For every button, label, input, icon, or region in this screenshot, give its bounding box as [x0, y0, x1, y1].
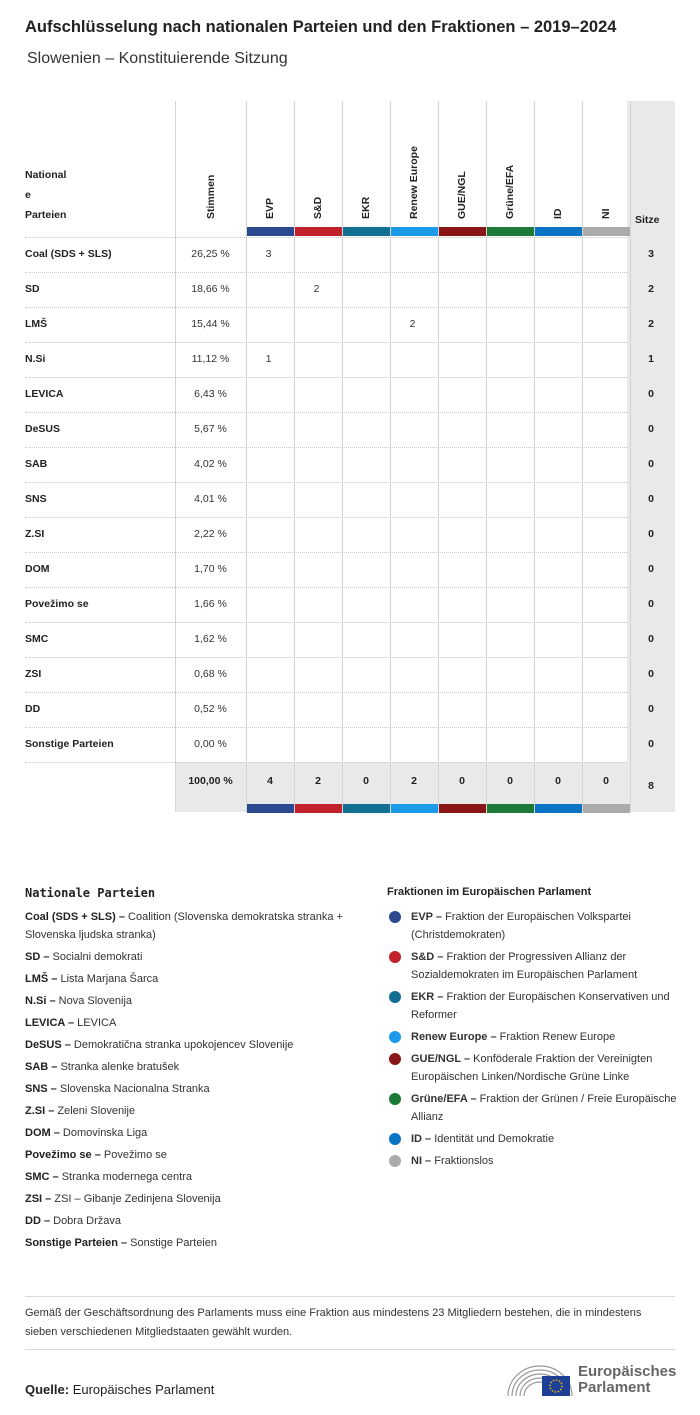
legend-name: Fraktion der Grünen / Freie Europäische Allianz	[411, 1093, 677, 1123]
group-color-dot	[389, 1053, 401, 1065]
party-header-line: e	[25, 189, 31, 201]
party-name: Z.SI	[25, 528, 45, 540]
party-name: Povežimo se	[25, 598, 89, 610]
legend-abbr: EVP –	[411, 911, 442, 923]
legend-name: Fraktion der Progressiven Allianz der Sozialdemokraten im Europäischen Parlament	[411, 951, 638, 981]
legend-abbr: Z.SI –	[25, 1105, 55, 1117]
row-divider	[25, 762, 627, 763]
total-seats: 8	[648, 780, 654, 792]
group-header-guengl: GUE/NGL	[456, 171, 468, 219]
party-name: Sonstige Parteien	[25, 738, 114, 750]
vote-share: 4,02 %	[194, 458, 227, 470]
vote-share: 15,44 %	[191, 318, 230, 330]
page-title: Aufschlüsselung nach nationalen Parteien und den Fraktionen – 2019–2024	[25, 18, 617, 36]
party-header-line: Parteien	[25, 209, 67, 221]
group-color-dot	[389, 1133, 401, 1145]
legend-abbr: NI –	[411, 1155, 432, 1167]
column-divider	[534, 101, 535, 812]
column-divider	[390, 101, 391, 812]
legend-abbr: SNS –	[25, 1083, 57, 1095]
column-divider	[342, 101, 343, 812]
legend-national-item	[25, 1102, 365, 1120]
legend-name: Zeleni Slovenije	[57, 1105, 136, 1117]
group-seat-count: 2	[313, 283, 320, 295]
group-total: 0	[507, 775, 513, 787]
group-total: 0	[363, 775, 369, 787]
group-color-bar	[343, 227, 390, 236]
legend-name: Domovinska Liga	[62, 1127, 148, 1139]
party-name: DD	[25, 703, 41, 715]
legend-abbr: ID –	[411, 1133, 432, 1145]
legend-name: Nova Slovenija	[58, 995, 133, 1007]
row-divider	[25, 342, 627, 343]
vote-share: 1,62 %	[194, 633, 227, 645]
column-divider	[582, 101, 583, 812]
legend-national-item	[25, 908, 365, 944]
group-color-bar-bottom	[391, 804, 438, 813]
group-color-bar-bottom	[535, 804, 582, 813]
header-divider	[25, 237, 627, 238]
group-total: 0	[459, 775, 465, 787]
logo-line1: Europäisches	[578, 1363, 677, 1380]
seat-total: 3	[648, 248, 654, 260]
vote-share: 0,68 %	[194, 668, 227, 680]
seat-total: 0	[648, 458, 654, 470]
legend-name: Socialni demokrati	[52, 951, 143, 963]
legend-political-groups	[387, 886, 677, 1174]
legend-national-item	[25, 1168, 365, 1186]
legend-national-item	[25, 1036, 365, 1054]
seat-total: 0	[648, 703, 654, 715]
group-color-dot	[389, 1031, 401, 1043]
legend-abbr: LMŠ –	[25, 973, 58, 985]
row-divider	[25, 552, 627, 553]
source-value: Europäisches Parlament	[72, 1382, 215, 1397]
legend-name: Fraktion Renew Europe	[499, 1031, 616, 1043]
legend-abbr: DOM –	[25, 1127, 60, 1139]
group-color-dot	[389, 1155, 401, 1167]
group-color-bar-bottom	[487, 804, 534, 813]
legend-national-item	[25, 992, 365, 1010]
column-divider	[438, 101, 439, 812]
group-color-bar	[247, 227, 294, 236]
legend-name: Identität und Demokratie	[434, 1133, 555, 1145]
legend-name: Konföderale Fraktion der Vereinigten Europäischen Linken/Nordische Grüne Linke	[411, 1053, 653, 1083]
legend-national-item	[25, 1014, 365, 1032]
legend-abbr: S&D –	[411, 951, 444, 963]
party-name: SMC	[25, 633, 49, 645]
legend-abbr: Povežimo se –	[25, 1149, 101, 1161]
legend-abbr: GUE/NGL –	[411, 1053, 471, 1065]
group-color-bar-bottom	[247, 804, 294, 813]
legend-abbr: LEVICA –	[25, 1017, 75, 1029]
column-divider	[246, 101, 247, 812]
page-subtitle: Slowenien – Konstituierende Sitzung	[27, 50, 288, 67]
party-name: DeSUS	[25, 423, 61, 435]
row-divider	[25, 272, 627, 273]
seat-total: 0	[648, 738, 654, 750]
row-divider	[25, 307, 627, 308]
legend-national-item	[25, 1080, 365, 1098]
legend-national-parties	[25, 886, 365, 1256]
legend-name: Lista Marjana Šarca	[60, 973, 159, 985]
party-name: LMŠ	[25, 318, 48, 330]
group-header-ni: NI	[600, 208, 612, 219]
row-divider	[25, 447, 627, 448]
legend-abbr: SAB –	[25, 1061, 58, 1073]
group-header-grneefa: Grüne/EFA	[504, 164, 516, 219]
group-color-bar	[295, 227, 342, 236]
group-color-bar	[583, 227, 630, 236]
party-header-line: National	[25, 169, 67, 181]
group-color-bar	[439, 227, 486, 236]
seat-total: 0	[648, 598, 654, 610]
party-name: SAB	[25, 458, 48, 470]
group-header-id: ID	[552, 208, 564, 219]
vote-share: 18,66 %	[191, 283, 230, 295]
row-divider	[25, 692, 627, 693]
vote-share: 0,52 %	[194, 703, 227, 715]
legend-national-item	[25, 1234, 365, 1252]
legend-abbr: DeSUS –	[25, 1039, 71, 1051]
row-divider	[25, 657, 627, 658]
group-color-bar-bottom	[583, 804, 630, 813]
party-name: Coal (SDS + SLS)	[25, 248, 112, 260]
logo-line2: Parlament	[578, 1379, 651, 1396]
party-name: N.Si	[25, 353, 46, 365]
seat-total: 0	[648, 668, 654, 680]
source-label: Quelle:	[25, 1382, 70, 1397]
group-header-reneweurope: Renew Europe	[408, 146, 420, 219]
legend-national-item	[25, 1058, 365, 1076]
seat-total: 0	[648, 563, 654, 575]
row-divider	[25, 482, 627, 483]
column-divider	[294, 101, 295, 812]
legend-name: Stranka alenke bratušek	[60, 1061, 180, 1073]
legend-group-item	[387, 1152, 677, 1170]
legend-abbr: DD –	[25, 1215, 51, 1227]
group-header-evp: EVP	[264, 197, 276, 219]
group-color-bar-bottom	[439, 804, 486, 813]
vote-share: 2,22 %	[194, 528, 227, 540]
group-color-dot	[389, 1093, 401, 1105]
seat-total: 0	[648, 493, 654, 505]
seat-total: 1	[648, 353, 654, 365]
legend-national-item	[25, 970, 365, 988]
legend-group-item	[387, 908, 677, 944]
legend-name: ZSI – Gibanje Zedinjena Slovenija	[54, 1193, 221, 1205]
seat-total: 2	[648, 318, 654, 330]
group-header-ekr: EKR	[360, 196, 372, 219]
legend-name: Coalition (Slovenska demokratska stranka + Slovenska ljudska stranka)	[25, 911, 343, 941]
legend-group-item	[387, 948, 677, 984]
group-color-bar-bottom	[295, 804, 342, 813]
party-name: ZSI	[25, 668, 42, 680]
legend-group-item	[387, 1050, 677, 1086]
vote-share: 26,25 %	[191, 248, 230, 260]
group-total: 2	[315, 775, 321, 787]
divider	[25, 1296, 675, 1297]
row-divider	[25, 622, 627, 623]
legend-national-item	[25, 948, 365, 966]
group-total: 2	[411, 775, 417, 787]
legend-name: Slovenska Nacionalna Stranka	[59, 1083, 210, 1095]
vote-share: 6,43 %	[194, 388, 227, 400]
vote-share: 11,12 %	[191, 353, 230, 365]
group-total: 4	[267, 775, 273, 787]
legend-abbr: Sonstige Parteien –	[25, 1237, 128, 1249]
row-divider	[25, 377, 627, 378]
group-seat-count: 2	[409, 318, 416, 330]
row-divider	[25, 727, 627, 728]
legend-groups-heading: Fraktionen im Europäischen Parlament	[387, 886, 592, 898]
party-name: DOM	[25, 563, 50, 575]
legend-name: Povežimo se	[103, 1149, 167, 1161]
vote-share: 4,01 %	[194, 493, 227, 505]
legend-national-heading: Nationale Parteien	[25, 886, 156, 900]
group-seat-count: 1	[265, 353, 272, 365]
seat-total: 0	[648, 388, 654, 400]
total-votes: 100,00 %	[188, 775, 233, 787]
legend-name: Dobra Država	[53, 1215, 121, 1227]
group-color-dot	[389, 911, 401, 923]
party-name: LEVICA	[25, 388, 64, 400]
legend-national-item	[25, 1190, 365, 1208]
group-total: 0	[555, 775, 561, 787]
legend-national-item	[25, 1124, 365, 1142]
vote-share: 5,67 %	[194, 423, 227, 435]
legend-name: Demokratična stranka upokojencev Slovenije	[73, 1039, 294, 1051]
party-name: SD	[25, 283, 40, 295]
legend-national-item	[25, 1212, 365, 1230]
legend-abbr: Renew Europe –	[411, 1031, 497, 1043]
group-color-bar	[391, 227, 438, 236]
legend-abbr: N.Si –	[25, 995, 56, 1007]
legend-name: Fraktionslos	[434, 1155, 494, 1167]
row-divider	[25, 587, 627, 588]
seats-header: Sitze	[635, 214, 660, 226]
hemicycle-icon	[506, 1362, 574, 1398]
legend-name: Sonstige Parteien	[130, 1237, 217, 1249]
source	[25, 1382, 214, 1397]
vote-share: 0,00 %	[194, 738, 227, 750]
group-header-sd: S&D	[312, 196, 324, 219]
legend-abbr: Coal (SDS + SLS) –	[25, 911, 125, 923]
legend-group-item	[387, 1090, 677, 1126]
footnote: Gemäß der Geschäftsordnung des Parlaments muss eine Fraktion aus mindestens 23 Mitgliedern bestehen, die in mindestens sieben verschiedenen Mitgliedstaaten gewählt wurden.	[25, 1307, 642, 1338]
group-color-bar-bottom	[343, 804, 390, 813]
group-color-dot	[389, 991, 401, 1003]
group-color-dot	[389, 951, 401, 963]
row-divider	[25, 517, 627, 518]
legend-abbr: SMC –	[25, 1171, 59, 1183]
logo-text	[578, 1364, 676, 1396]
party-name: SNS	[25, 493, 47, 505]
legend-group-item	[387, 1130, 677, 1148]
legend-name: Fraktion der Europäischen Volkspartei (Christdemokraten)	[411, 911, 631, 941]
legend-group-item	[387, 988, 677, 1024]
ep-logo	[506, 1362, 678, 1400]
legend-group-item	[387, 1028, 677, 1046]
vote-share: 1,66 %	[194, 598, 227, 610]
votes-header: Stimmen	[204, 174, 217, 219]
seat-total: 0	[648, 633, 654, 645]
legend-abbr: Grüne/EFA –	[411, 1093, 477, 1105]
group-color-bar	[487, 227, 534, 236]
seat-total: 0	[648, 423, 654, 435]
legend-national-item	[25, 1146, 365, 1164]
row-divider	[25, 412, 627, 413]
legend-name: Stranka modernega centra	[61, 1171, 192, 1183]
column-divider	[486, 101, 487, 812]
seat-total: 2	[648, 283, 654, 295]
divider	[25, 1349, 675, 1350]
group-seat-count: 3	[265, 248, 272, 260]
vote-share: 1,70 %	[194, 563, 227, 575]
legend-abbr: ZSI –	[25, 1193, 52, 1205]
legend-name: Fraktion der Europäischen Konservativen und Reformer	[411, 991, 670, 1021]
legend-name: LEVICA	[77, 1017, 117, 1029]
group-total: 0	[603, 775, 609, 787]
legend-abbr: SD –	[25, 951, 50, 963]
legend-abbr: EKR –	[411, 991, 444, 1003]
seat-total: 0	[648, 528, 654, 540]
group-color-bar	[535, 227, 582, 236]
